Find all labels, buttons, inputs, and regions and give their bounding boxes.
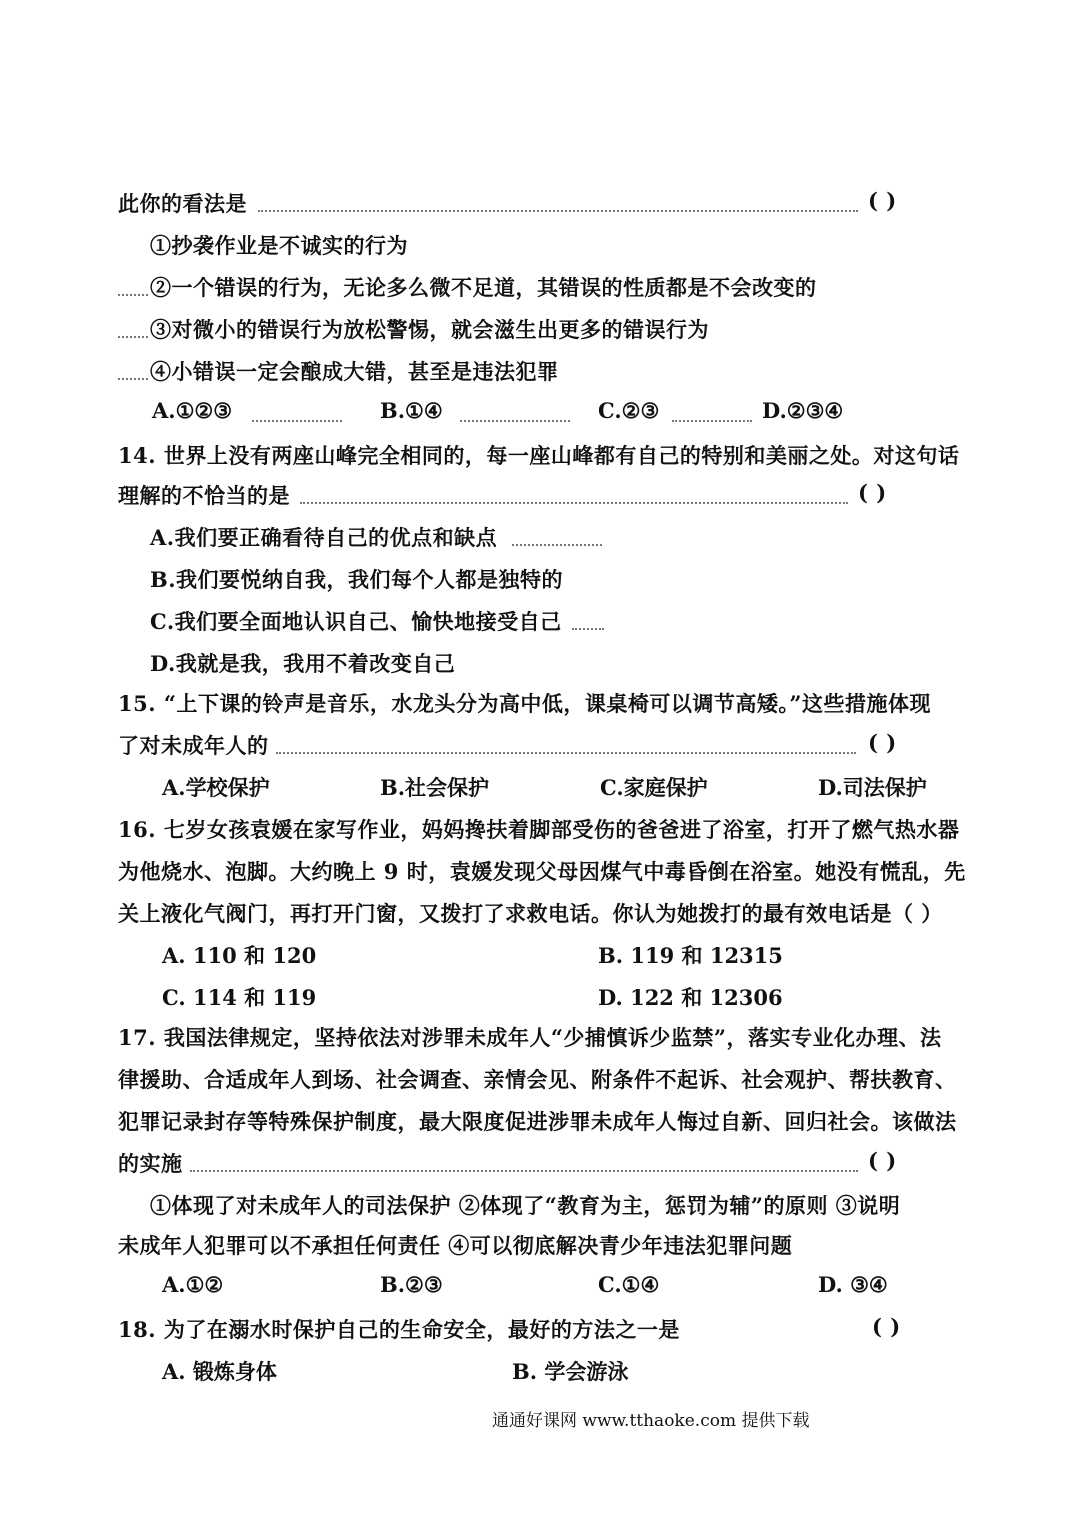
- q14-answer-paren: ( ): [858, 480, 887, 505]
- q13-statement-3: ③对微小的错误行为放松警惕，就会滋生出更多的错误行为: [150, 317, 709, 342]
- q17-line-1: 17. 我国法律规定，坚持依法对涉罪未成年人“少捕慎诉少监禁”，落实专业化办理、法: [118, 1025, 942, 1050]
- q16-line-2: 为他烧水、泡脚。大约晚上 9 时，袁媛发现父母因煤气中毒昏倒在浴室。她没有慌乱，先: [118, 859, 966, 884]
- dot-leader: [460, 420, 570, 422]
- dot-leader: [252, 420, 342, 422]
- q14-option-d: D.我就是我，我用不着改变自己: [150, 651, 456, 676]
- q14-line-2: 理解的不恰当的是: [118, 483, 290, 508]
- q13-stem-end: 此你的看法是: [118, 191, 247, 216]
- q18-line-1: 18. 为了在溺水时保护自己的生命安全，最好的方法之一是: [118, 1317, 680, 1342]
- dot-leader: [512, 544, 602, 546]
- q15-line-1: 15. “上下课的铃声是音乐，水龙头分为高中低，课桌椅可以调节高矮。”这些措施体现: [118, 691, 932, 716]
- dot-leader: [190, 1170, 858, 1172]
- q18-option-b: B. 学会游泳: [512, 1359, 629, 1384]
- q17-option-c: C.①④: [598, 1272, 660, 1297]
- q17-option-d: D. ③④: [818, 1272, 888, 1297]
- q17-option-a: A.①②: [162, 1272, 224, 1297]
- q13-statement-2: ②一个错误的行为，无论多么微不足道，其错误的性质都是不会改变的: [150, 275, 817, 300]
- dot-leader: [118, 294, 148, 296]
- dot-leader: [258, 210, 858, 212]
- q18-answer-paren: ( ): [872, 1314, 901, 1339]
- dot-leader: [118, 378, 148, 380]
- q15-line-2: 了对未成年人的: [118, 733, 269, 758]
- q15-option-d: D.司法保护: [818, 775, 927, 800]
- q13-option-b: B.①④: [380, 398, 443, 423]
- q14-line-1: 14. 世界上没有两座山峰完全相同的，每一座山峰都有自己的特别和美丽之处。对这句话: [118, 443, 960, 468]
- q15-option-b: B.社会保护: [380, 775, 490, 800]
- q16-option-a: A. 110 和 120: [162, 943, 317, 968]
- q17-line-4: 的实施: [118, 1151, 183, 1176]
- q13-option-d: D.②③④: [762, 398, 844, 423]
- q17-statements-line-2: 未成年人犯罪可以不承担任何责任 ④可以彻底解决青少年违法犯罪问题: [118, 1233, 793, 1258]
- dot-leader: [672, 420, 752, 422]
- q15-option-a: A.学校保护: [162, 775, 270, 800]
- q13-statement-1: ①抄袭作业是不诚实的行为: [150, 233, 408, 258]
- page-footer: 通通好课网 www.tthaoke.com 提供下载: [492, 1411, 810, 1431]
- q13-option-a: A.①②③: [152, 398, 233, 423]
- q13-answer-paren: ( ): [868, 188, 897, 213]
- q16-option-d: D. 122 和 12306: [598, 985, 783, 1010]
- q16-option-b: B. 119 和 12315: [598, 943, 783, 968]
- q14-option-c: C.我们要全面地认识自己、愉快地接受自己: [150, 609, 562, 634]
- q17-statements-line-1: ①体现了对未成年人的司法保护 ②体现了“教育为主，惩罚为辅”的原则 ③说明: [150, 1193, 901, 1218]
- q15-option-c: C.家庭保护: [600, 775, 708, 800]
- q14-option-a: A.我们要正确看待自己的优点和缺点: [150, 525, 498, 550]
- q18-option-a: A. 锻炼身体: [162, 1359, 277, 1384]
- q16-line-3: 关上液化气阀门，再打开门窗，又拨打了求救电话。你认为她拨打的最有效电话是（ ）: [118, 901, 943, 926]
- dot-leader: [118, 336, 148, 338]
- q16-line-1: 16. 七岁女孩袁媛在家写作业，妈妈搀扶着脚部受伤的爸爸进了浴室，打开了燃气热水器: [118, 817, 960, 842]
- dot-leader: [572, 628, 604, 630]
- q13-option-c: C.②③: [598, 398, 660, 423]
- q17-line-2: 律援助、合适成年人到场、社会调查、亲情会见、附条件不起诉、社会观护、帮扶教育、: [118, 1067, 957, 1092]
- q14-option-b: B.我们要悦纳自我，我们每个人都是独特的: [150, 567, 564, 592]
- q15-answer-paren: ( ): [868, 730, 897, 755]
- q16-option-c: C. 114 和 119: [162, 985, 317, 1010]
- q13-statement-4: ④小错误一定会酿成大错，甚至是违法犯罪: [150, 359, 559, 384]
- dot-leader: [276, 752, 856, 754]
- q17-line-3: 犯罪记录封存等特殊保护制度，最大限度促进涉罪未成年人悔过自新、回归社会。该做法: [118, 1109, 957, 1134]
- q17-option-b: B.②③: [380, 1272, 443, 1297]
- dot-leader: [300, 502, 848, 504]
- q17-answer-paren: ( ): [868, 1148, 897, 1173]
